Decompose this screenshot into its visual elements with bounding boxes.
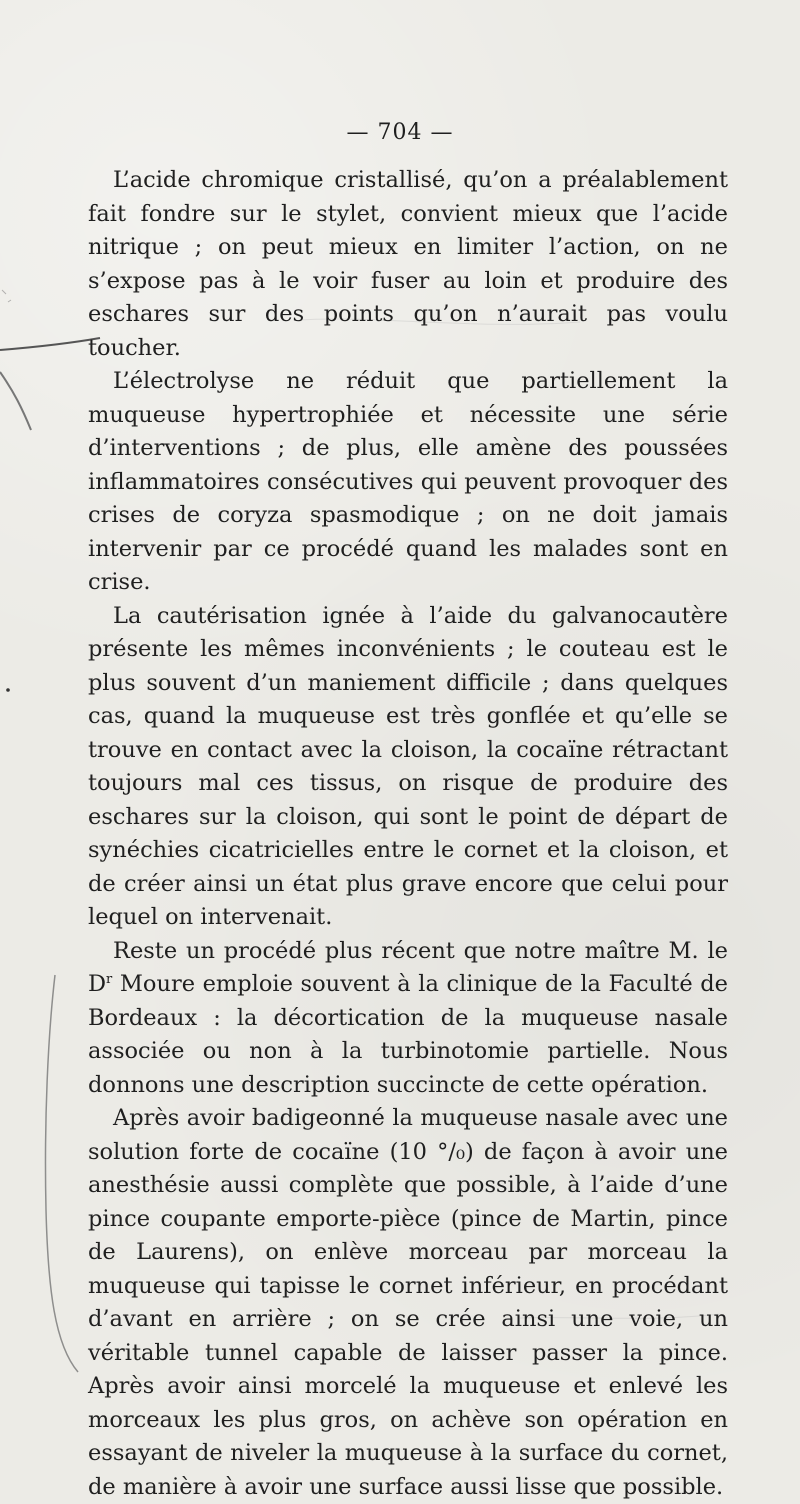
doctor-abbreviation-superscript: r xyxy=(106,972,113,987)
paragraph-decortication-end: Moure emploie souvent à la clinique de la Faculté de Bordeaux : la décortication de la muqueuse nasale associée ou non à la turbinotomie partielle. Nous donnons une description succincte de cette opération. xyxy=(88,971,728,1098)
paragraph-electrolyse: L’électrolyse ne réduit que partiellement la muqueuse hypertrophiée et nécessite une série d’interventions ; de plus, elle amène des poussées inflammatoires consécutives qui peuvent provoquer des crises de coryza spasmodique ; on ne doit jamais intervenir par ce procédé quand les malades sont en crise. xyxy=(88,368,728,595)
paragraph-decortication-start: Reste un procédé plus récent que notre maître M. le D xyxy=(88,937,728,997)
page-number: — 704 — xyxy=(346,120,454,145)
paragraph-procedure: Après avoir badigeonné la muqueuse nasale avec une solution forte de cocaïne (10 °/₀) de façon à avoir une anesthésie aussi complète que possible, à l’aide d’une pince coupante emporte-pièce (pince de Martin, pince de Laurens), on enlève morceau par morceau la muqueuse qui tapisse le cornet inférieur, en procédant d’avant en arrière ; on se crée ainsi une voie, un véritable tunnel capable de laisser passer la pince. Après avoir ainsi morcelé la muqueuse et enlevé les morceaux les plus gros, on achève son opération en essayant de niveler la muqueuse à la surface du cornet, de manière à avoir une surface aussi lisse que possible. xyxy=(88,1105,728,1500)
paragraph-acide-chromique: L’acide chromique cristallisé, qu’on a préalablement fait fondre sur le stylet, convient mieux que l’acide nitrique ; on peut mieux en limiter l’action, on ne s’expose pas à le voir fuser au loin et produire des eschares sur des points qu’on n’aurait pas voulu toucher. xyxy=(88,167,728,361)
paragraph-cauterisation: La cautérisation ignée à l’aide du galvanocautère présente les mêmes inconvénients ; le couteau est le plus souvent d’un maniement difficile ; dans quelques cas, quand la muqueuse est très gonflée et qu’elle se trouve en contact avec la cloison, la cocaïne rétractant toujours mal ces tissus, on risque de produire des eschares sur la cloison, qui sont le point de départ de synéchies cicatricielles entre le cornet et la cloison, et de créer ainsi un état plus grave encore que celui pour lequel on intervenait. xyxy=(88,602,728,930)
paragraph-decortication xyxy=(88,935,728,1103)
body-text xyxy=(88,164,728,1504)
